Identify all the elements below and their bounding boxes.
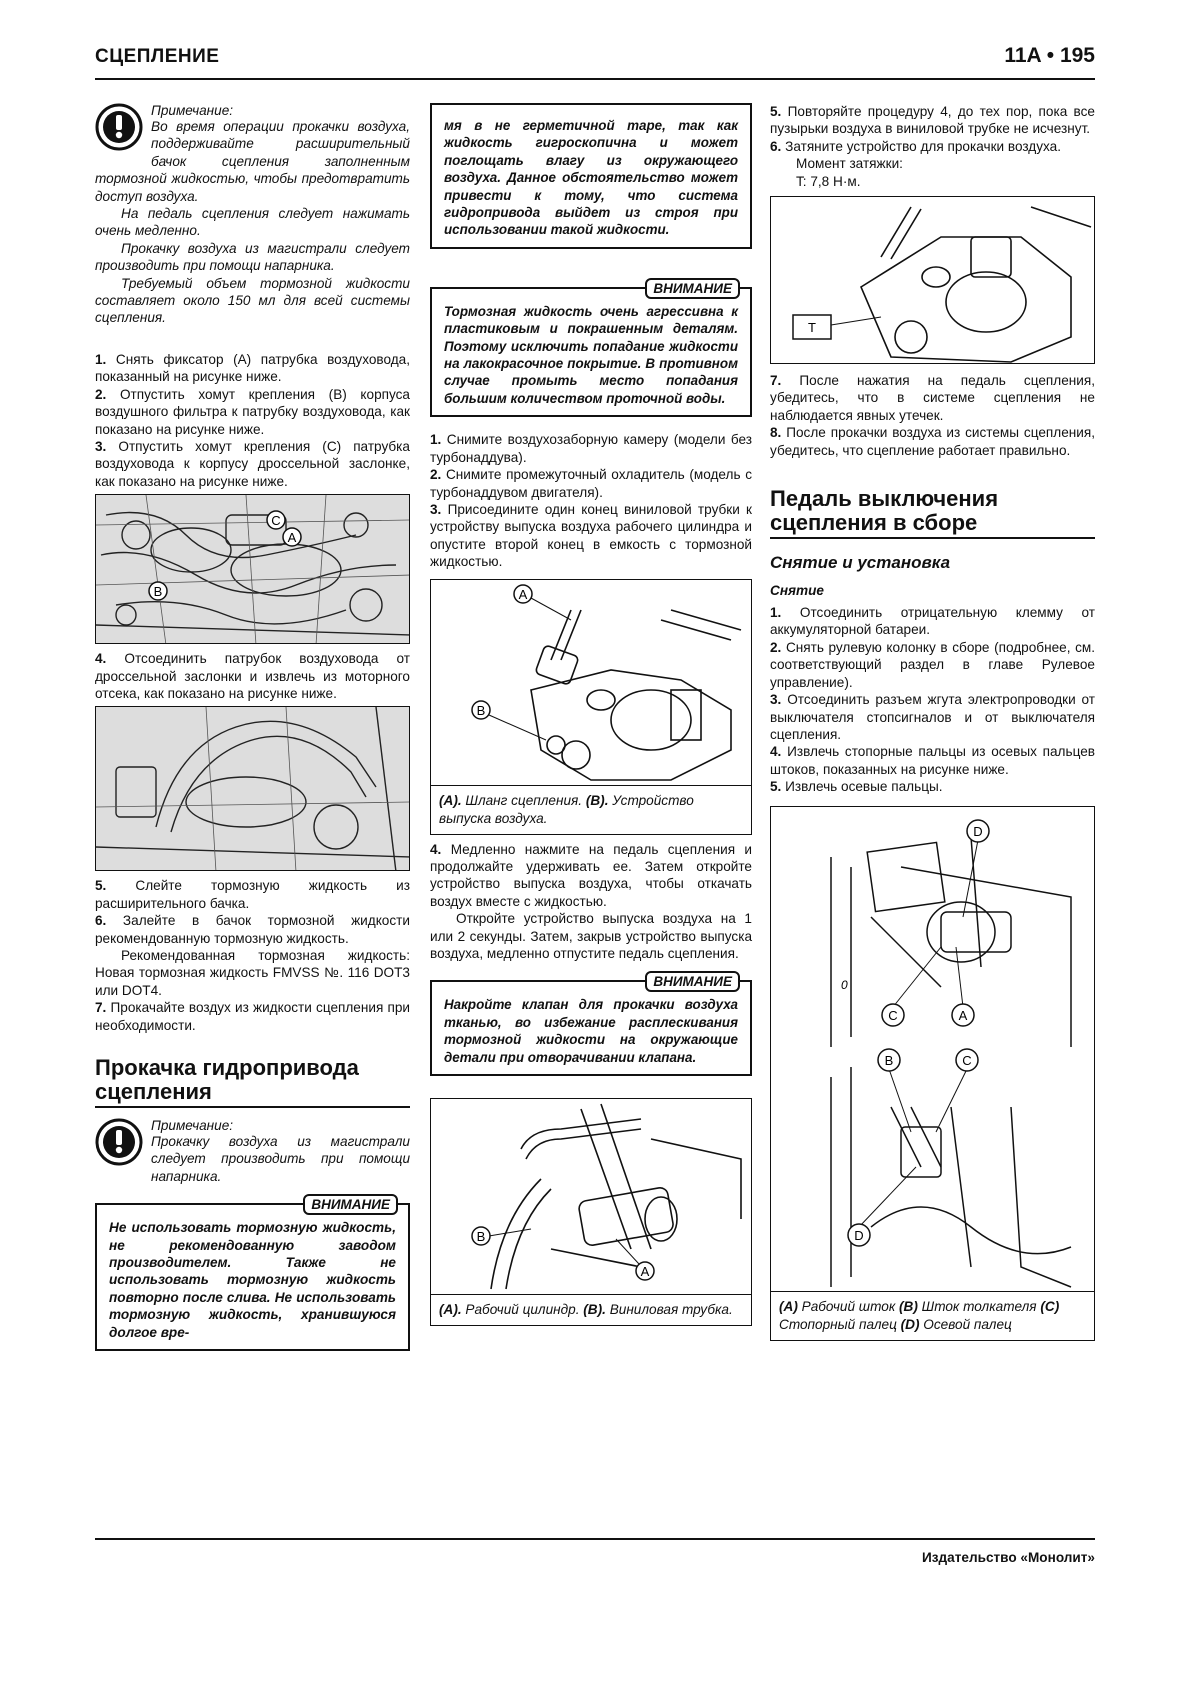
svg-text:A: A [518, 586, 528, 602]
callout-c [882, 1004, 904, 1026]
step: 5. Извлечь осевые пальцы. [770, 779, 943, 795]
step: 7. Прокачайте воздух из жидкости сцепления при необходимости. [95, 1000, 410, 1033]
caution-text: Не использовать тормозную жидкость, не рекомендованную заводом производителем. Также не использовать тормозную жидкость повторно после слива. Не использовать тормозную жидкость, хранившуюся долгое вре- [109, 1220, 396, 1340]
bleeder-figure [430, 579, 752, 835]
pedal-pins-figure [770, 806, 1095, 1341]
step: 1. Снимите воздухозаборную камеру (модели без турбонаддува). [430, 432, 752, 465]
step: 6. Залейте в бачок тормозной жидкости рекомендованную тормозную жидкость. [95, 913, 410, 946]
step: 6. Затяните устройство для прокачки воздуха. [770, 138, 1062, 154]
step: 8. После прокачки воздуха из системы сцепления, убедитесь, что сцепление работает правильно. [770, 425, 1095, 458]
air-duct-figure [95, 706, 410, 871]
note-block [95, 1118, 410, 1185]
step: 7. После нажатия на педаль сцепления, убедитесь, что в системе сцепления не наблюдается явных утечек. [770, 373, 1095, 423]
callout-a [952, 1004, 974, 1026]
caution-tag: ВНИМАНИЕ [645, 278, 740, 299]
caution-tag: ВНИМАНИЕ [645, 971, 740, 992]
paragraph: Рекомендованная тормозная жидкость: Новая тормозная жидкость FMVSS №. 116 DOT3 или DOT4. [95, 947, 410, 998]
section-heading: Прокачка гидропривода сцепления [95, 1056, 410, 1108]
page-footer [95, 1538, 1095, 1565]
note-text: На педаль сцепления следует нажимать очень медленно. [95, 206, 410, 239]
figure-mark: 0 [841, 977, 848, 992]
callout-a [283, 528, 301, 546]
svg-text:C: C [888, 1007, 898, 1023]
callout-a [514, 585, 532, 603]
step: 2. Отпустить хомут крепления (В) корпуса воздушного фильтра к патрубку воздуховода, как показано на рисунке ниже. [95, 386, 410, 437]
warning-icon [95, 103, 143, 151]
svg-text:C: C [962, 1052, 972, 1068]
note-text: Требуемый объем тормозной жидкости составляет около 150 мл для всей системы сцепления. [95, 275, 410, 326]
note-text: Во время операции прокачки воздуха, поддерживайте расширительный бачок сцепления заполненным тормозной жидкостью, чтобы предотвратить доступ воздуха. [95, 119, 410, 204]
step: 1. Снять фиксатор (А) патрубка воздуховода, показанный на рисунке ниже. [95, 351, 411, 385]
caution-box [430, 103, 752, 249]
svg-text:T: T [808, 320, 816, 336]
svg-text:B: B [153, 584, 163, 600]
caution-text: мя в не герметичной таре, так как жидкость гигроскопична и может поглощать влагу из окружающего воздуха. Данное обстоятельство может привести к тому, что система гидропривода выйдет из строя при использовании такой жидкости. [444, 118, 738, 238]
section-heading: Педаль выключения сцепления в сборе [770, 487, 1095, 539]
step: 2. Снимите промежуточный охладитель (модель с турбонаддувом двигателя). [430, 467, 752, 500]
slave-cylinder-figure [430, 1098, 752, 1326]
page-number: 11A • 195 [1004, 44, 1095, 67]
page-header [95, 40, 1095, 80]
column-2 [430, 103, 752, 1326]
callout-b [472, 701, 490, 719]
step: 5. Слейте тормозную жидкость из расширительного бачка. [95, 878, 410, 911]
section-title: СЦЕПЛЕНИЕ [95, 46, 220, 67]
subsection-heading: Снятие и установка [770, 553, 951, 573]
tightening-figure [770, 196, 1095, 364]
publisher: Издательство «Монолит» [922, 1550, 1095, 1565]
step: 1. Отсоединить отрицательную клемму от аккумуляторной батареи. [770, 605, 1095, 638]
callout-b [878, 1049, 900, 1071]
caution-box [95, 1197, 410, 1351]
scan-artifact [345, 0, 445, 4]
engine-bay-figure [95, 494, 410, 644]
note-text: Прокачку воздуха из магистрали следует производить при помощи напарника. [95, 240, 410, 274]
callout-c [267, 511, 285, 529]
caution-tag: ВНИМАНИЕ [303, 1194, 398, 1215]
note-title: Примечание: [151, 1118, 234, 1133]
svg-text:C: C [271, 513, 281, 529]
step: 3. Отпустить хомут крепления (С) патрубка воздуховода к корпусу дроссельной заслонке, как показано на рисунке ниже. [95, 438, 410, 489]
figure-caption: (A) Рабочий шток (B) Шток толкателя (C) Стопорный палец (D) Осевой палец [771, 1291, 1094, 1340]
svg-text:D: D [973, 823, 983, 839]
note-text: Прокачку воздуха из магистрали следует производить при помощи напарника. [151, 1134, 410, 1184]
step: 4. Медленно нажмите на педаль сцепления и продолжайте удерживать ее. Затем откройте устройство выпуска воздуха, чтобы откачать воздух вместе с жидкостью. [430, 841, 753, 909]
svg-text:A: A [287, 530, 297, 546]
svg-text:B: B [476, 1229, 486, 1244]
svg-text:A: A [640, 1264, 650, 1279]
callout-b [149, 582, 167, 600]
column-3 [770, 103, 1095, 1341]
figure-caption: (A). Рабочий цилиндр. (B). Виниловая трубка. [431, 1294, 751, 1325]
torque-label: Момент затяжки: [796, 156, 903, 172]
svg-text:B: B [476, 702, 486, 718]
callout-d [848, 1224, 870, 1246]
svg-text:B: B [884, 1052, 894, 1068]
svg-text:D: D [854, 1227, 864, 1243]
step: 2. Снять рулевую колонку в сборе (подробнее, см. соответствующий раздел в главе Рулевое управление). [770, 639, 1095, 690]
caution-text: Накройте клапан для прокачки воздуха тканью, во избежание расплескивания тормозной жидкости на окружающие детали при отворачивании клапана. [444, 997, 738, 1065]
subsubsection-heading: Снятие [770, 583, 824, 599]
step: 5. Повторяйте процедуру 4, до тех пор, пока все пузырьки воздуха в виниловой трубке не исчезнут. [770, 104, 1095, 137]
callout-a [636, 1262, 654, 1280]
step: 4. Извлечь стопорные пальцы из осевых пальцев штоков, показанных на рисунке ниже. [770, 744, 1095, 777]
callout-b [472, 1227, 490, 1245]
caution-text: Тормозная жидкость очень агрессивна к пластиковым и покрашенным деталям. Поэтому исключить попадание жидкости на лакокрасочное покрытие. В противном случае промыть место попадания большим количеством проточной воды. [444, 303, 738, 406]
paragraph: Откройте устройство выпуска воздуха на 1 или 2 секунды. Затем, закрыв устройство выпуска воздуха, медленно отпустите педаль сцепления. [430, 911, 752, 961]
note-block [95, 103, 410, 327]
step: 3. Присоедините один конец виниловой трубки к устройству выпуска воздуха рабочего цилиндра и опустите второй конец в емкость с тормозной жидкостью. [430, 501, 752, 570]
caution-box [430, 280, 752, 417]
column-1 [95, 103, 410, 1351]
step: 3. Отсоединить разъем жгута электропроводки от выключателя стопсигналов и от выключателя сцепления. [770, 692, 1096, 742]
svg-text:A: A [958, 1007, 968, 1023]
warning-icon [95, 1118, 143, 1166]
torque-value: T: 7,8 Н·м. [796, 173, 861, 189]
note-title: Примечание: [151, 103, 234, 118]
torque-callout [793, 315, 831, 339]
caution-box [430, 974, 752, 1076]
figure-caption: (A). Шланг сцепления. (B). Устройство выпуска воздуха. [431, 785, 751, 834]
callout-d [967, 820, 989, 842]
step: 4. Отсоединить патрубок воздуховода от дроссельной заслонки и извлечь из моторного отсека, как показано на рисунке ниже. [95, 651, 410, 701]
callout-c [956, 1049, 978, 1071]
